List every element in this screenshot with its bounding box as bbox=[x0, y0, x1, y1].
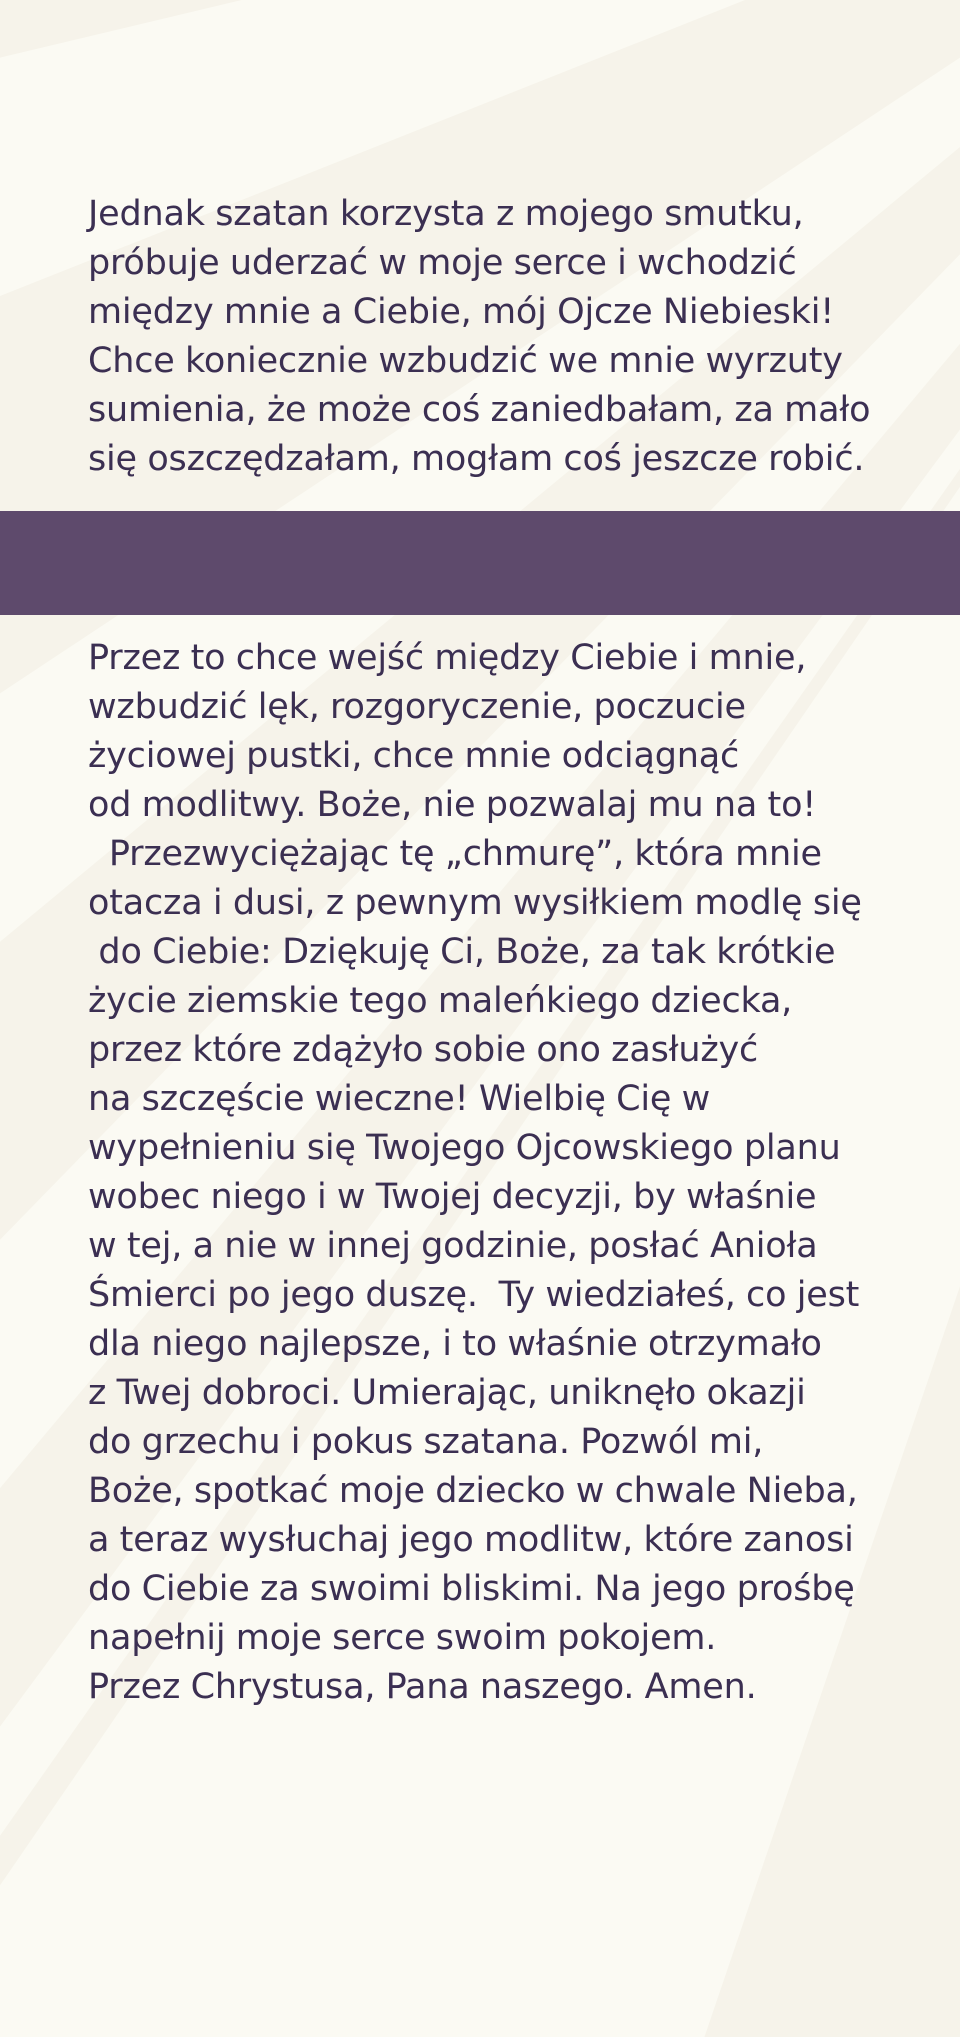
text-line: z Twej dobroci. Umierając, uniknęło okazji bbox=[88, 1373, 806, 1413]
text-line: próbuje uderzać w moje serce i wchodzić bbox=[88, 243, 797, 283]
text-line: Śmierci po jego duszę. Ty wiedziałeś, co jest bbox=[88, 1275, 860, 1315]
text-line: sumienia, że może coś zaniedbałam, za mało bbox=[88, 390, 871, 430]
text-line: do Ciebie: Dziękuję Ci, Boże, za tak krótkie bbox=[88, 932, 836, 972]
text-line: życiowej pustki, chce mnie odciągnąć bbox=[88, 736, 739, 776]
text-line: na szczęście wieczne! Wielbię Cię w bbox=[88, 1079, 711, 1119]
divider-band bbox=[0, 511, 960, 615]
text-line: się oszczędzałam, mogłam coś jeszcze robić. bbox=[88, 439, 865, 479]
text-line: Przez Chrystusa, Pana naszego. Amen. bbox=[88, 1667, 757, 1707]
text-line: od modlitwy. Boże, nie pozwalaj mu na to! bbox=[88, 785, 817, 825]
text-line: Chce koniecznie wzbudzić we mnie wyrzuty bbox=[88, 341, 843, 381]
text-line: do grzechu i pokus szatana. Pozwól mi, bbox=[88, 1422, 764, 1462]
prayer-paragraph-1 bbox=[88, 190, 928, 484]
text-line: a teraz wysłuchaj jego modlitw, które zanosi bbox=[88, 1520, 854, 1560]
prayer-paragraph-2 bbox=[88, 634, 928, 1712]
text-line: otacza i dusi, z pewnym wysiłkiem modlę się bbox=[88, 883, 862, 923]
text-line: między mnie a Ciebie, mój Ojcze Niebieski! bbox=[88, 292, 835, 332]
text-line: wzbudzić lęk, rozgoryczenie, poczucie bbox=[88, 687, 746, 727]
text-line: wypełnieniu się Twojego Ojcowskiego planu bbox=[88, 1128, 841, 1168]
text-line: do Ciebie za swoimi bliskimi. Na jego prośbę bbox=[88, 1569, 855, 1609]
text-line: przez które zdążyło sobie ono zasłużyć bbox=[88, 1030, 759, 1070]
text-line: Przezwyciężając tę „chmurę”, która mnie bbox=[88, 834, 822, 874]
text-line: w tej, a nie w innej godzinie, posłać Anioła bbox=[88, 1226, 818, 1266]
text-line: życie ziemskie tego maleńkiego dziecka, bbox=[88, 981, 793, 1021]
text-line: wobec niego i w Twojej decyzji, by właśnie bbox=[88, 1177, 817, 1217]
text-line: dla niego najlepsze, i to właśnie otrzymało bbox=[88, 1324, 822, 1364]
text-line: Jednak szatan korzysta z mojego smutku, bbox=[88, 194, 804, 234]
text-line: Boże, spotkać moje dziecko w chwale Nieba, bbox=[88, 1471, 858, 1511]
text-line: napełnij moje serce swoim pokojem. bbox=[88, 1618, 717, 1658]
text-line: Przez to chce wejść między Ciebie i mnie, bbox=[88, 638, 807, 678]
